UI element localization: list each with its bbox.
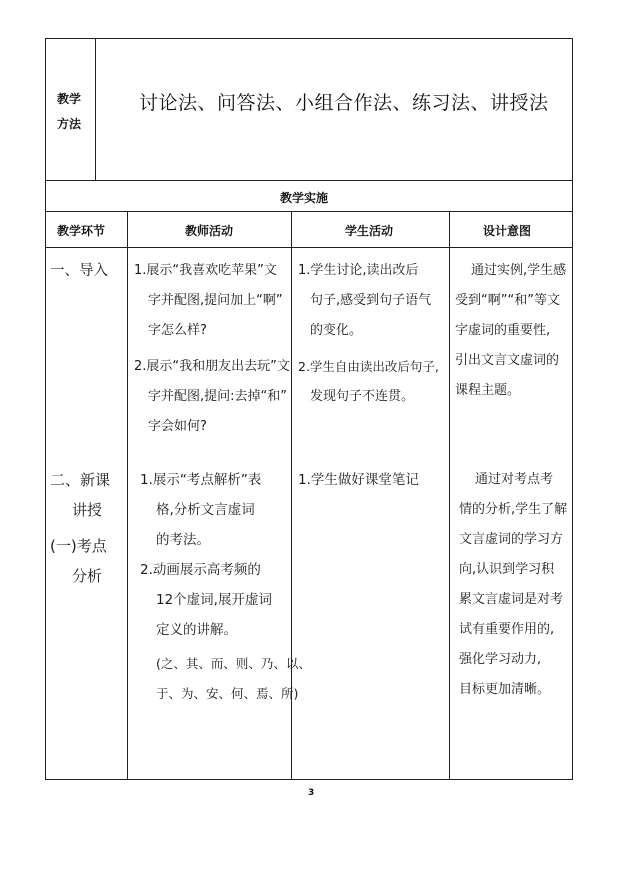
- intent-line: 目标更加清晰。: [459, 682, 551, 697]
- column-divider-1: [127, 211, 128, 779]
- intent-cell-intro: [455, 256, 566, 406]
- header-stage: 教学环节: [57, 224, 106, 238]
- section-title-bottom-border: [45, 211, 573, 212]
- stage-line: 一、导入: [50, 263, 108, 279]
- intent-line: 情的分析,学生了解: [459, 502, 568, 517]
- student-line: 2.学生自由读出改后句子,: [298, 359, 439, 374]
- student-cell-new-lesson: [298, 465, 419, 495]
- teacher-line: 的考法。: [156, 532, 210, 548]
- student-line: 1.学生讨论,读出改后: [298, 263, 419, 278]
- intent-line: 向,认识到学习积: [459, 562, 555, 577]
- intent-line: 文言虚词的学习方: [459, 532, 564, 547]
- header-teacher: 教师活动: [185, 224, 234, 238]
- method-label-line-2: 方法: [57, 117, 82, 131]
- table-top-border: [45, 38, 573, 39]
- teacher-line: 格,分析文言虚词: [156, 502, 255, 518]
- teacher-line: (之、其、而、则、乃、以、: [156, 656, 311, 671]
- student-line: 1.学生做好课堂笔记: [298, 472, 419, 488]
- teacher-cell-new-lesson: [140, 465, 311, 709]
- intent-line: 课程主题。: [455, 383, 521, 398]
- intent-line: 强化学习动力,: [459, 652, 542, 667]
- teacher-line: 2.展示“我和朋友出去玩”文: [134, 359, 290, 374]
- page-number: 3: [308, 788, 315, 798]
- header-student: 学生活动: [345, 224, 394, 238]
- teacher-line: 2.动画展示高考频的: [140, 562, 261, 578]
- header-bottom-border: [45, 247, 573, 248]
- header-intent: 设计意图: [483, 224, 532, 238]
- student-line: 句子,感受到句子语气: [310, 293, 432, 308]
- teacher-line: 字并配图,提问加上“啊”: [148, 293, 283, 308]
- stage-cell-intro: [50, 256, 108, 286]
- teacher-line: 字怎么样?: [148, 323, 207, 338]
- teacher-line: 于、为、安、何、焉、所): [156, 686, 299, 701]
- stage-line: 二、新课: [50, 471, 111, 489]
- intent-line: 通过实例,学生感: [471, 263, 567, 278]
- section-title: 教学实施: [280, 191, 329, 205]
- teacher-line: 1.展示“我喜欢吃苹果”文: [134, 263, 277, 278]
- intent-line: 引出文言文虚词的: [455, 353, 560, 368]
- intent-line: 字虚词的重要性,: [455, 323, 551, 338]
- table-bottom-border: [45, 779, 573, 780]
- stage-line: 分析: [72, 567, 103, 585]
- teacher-line: 字并配图,提问:去掉“和”: [148, 389, 287, 404]
- student-line: 的变化。: [310, 323, 363, 338]
- intent-line: 受到“啊”“和”等文: [455, 293, 560, 308]
- table-left-border: [45, 38, 46, 780]
- table-right-border: [572, 38, 573, 780]
- teacher-line: 定义的讲解。: [156, 622, 237, 638]
- teacher-line: 12个虚词,展开虚词: [156, 592, 272, 608]
- intent-line: 累文言虚词是对考: [459, 592, 564, 607]
- student-line: 发现句子不连贯。: [310, 389, 415, 404]
- stage-cell-new-lesson: [50, 465, 110, 591]
- teacher-line: 字会如何?: [148, 419, 207, 434]
- student-cell-intro: [298, 256, 439, 412]
- stage-line: (一)考点: [50, 537, 107, 555]
- column-divider-3: [449, 211, 450, 779]
- method-label-line-1: 教学: [57, 92, 82, 106]
- method-bottom-border: [45, 180, 573, 181]
- teacher-line: 1.展示“考点解析”表: [140, 472, 262, 488]
- intent-cell-new-lesson: [455, 465, 567, 705]
- intent-line: 通过对考点考: [475, 472, 554, 487]
- method-content: 讨论法、问答法、小组合作法、练习法、讲授法: [139, 92, 549, 114]
- method-divider: [95, 38, 96, 180]
- stage-line: 讲授: [72, 501, 103, 519]
- teacher-cell-intro: [134, 256, 290, 442]
- intent-line: 试有重要作用的,: [459, 622, 555, 637]
